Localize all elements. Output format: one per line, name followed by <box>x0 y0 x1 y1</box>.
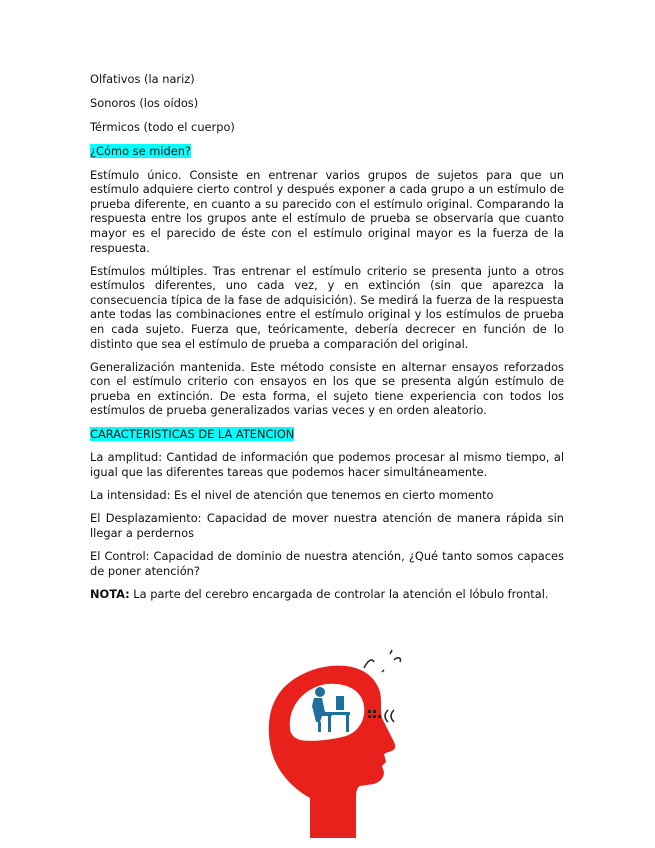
paragraph-estimulo-unico: Estímulo único. Consiste en entrenar varios grupos de sujetos para que un estímulo adquiere cierto control y después exponer a cada grupo a un estímulo de prueba diferente, en cuanto a su parecido con el estímulo original. Comparando la respuesta entre los grupos ante el estímulo de prueba se observaría que cuanto mayor es el parecido de éste con el estímulo original mayor es la fuerza de la respuesta. <box>90 167 564 255</box>
paragraph-desplazamiento: El Desplazamiento: Capacidad de mover nuestra atención de manera rápida sin llegar a perdernos <box>90 511 564 540</box>
list-item-termicos: Térmicos (todo el cuerpo) <box>90 119 235 134</box>
nota-text: La parte del cerebro encargada de controlar la atención el lóbulo frontal. <box>129 586 549 601</box>
highlighted-heading-text: CARACTERISTICAS DE LA ATENCION <box>90 426 295 441</box>
thought-marks-icon <box>364 650 401 672</box>
section-heading-como-se-miden <box>90 144 564 159</box>
nota-label: NOTA: <box>90 586 130 601</box>
paragraph-amplitud: La amplitud: Cantidad de información que podemos procesar al mismo tiempo, al igual que las diferentes tareas que podemos hacer simultáneamente. <box>90 450 564 480</box>
list-item-sonoros: Sonoros (los oídos) <box>90 95 199 110</box>
highlighted-heading-text: ¿Cómo se miden? <box>90 143 191 158</box>
list-item-olfativos: Olfativos (la nariz) <box>90 72 195 86</box>
paragraph-nota <box>90 587 564 602</box>
document-body <box>90 72 564 610</box>
section-heading-caracteristicas <box>90 427 564 442</box>
paragraph-control: El Control: Capacidad de dominio de nuestra atención, ¿Qué tanto somos capaces de poner atención? <box>90 548 564 578</box>
head-illustration <box>252 648 412 838</box>
red-head-attention-icon <box>252 648 412 838</box>
paragraph-generalizacion-mantenida: Generalización mantenida. Este método consiste en alternar ensayos reforzados con el estímulo criterio con ensayos en los que se presenta algún estímulo de prueba en extinción. De esta forma, el sujeto tiene experiencia con todos los estímulos de prueba generalizados varias veces y en orden aleatorio. <box>90 359 564 418</box>
paragraph-intensidad: La intensidad: Es el nivel de atención que tenemos en cierto momento <box>90 488 494 503</box>
paragraph-estimulos-multiples: Estímulos múltiples. Tras entrenar el estímulo criterio se presenta junto a otros estímulos diferentes, uno cada vez, y en extinción (sin que aparezca la consecuencia típica de la fase de adquisición). Se medirá la fuerza de la respuesta ante todas las combinaciones entre el estímulo original y los estímulos de prueba en cada sujeto. Fuerza que, teóricamente, debería decrecer en función de lo distinto que sea el estímulo de prueba a comparación del original. <box>90 263 564 351</box>
